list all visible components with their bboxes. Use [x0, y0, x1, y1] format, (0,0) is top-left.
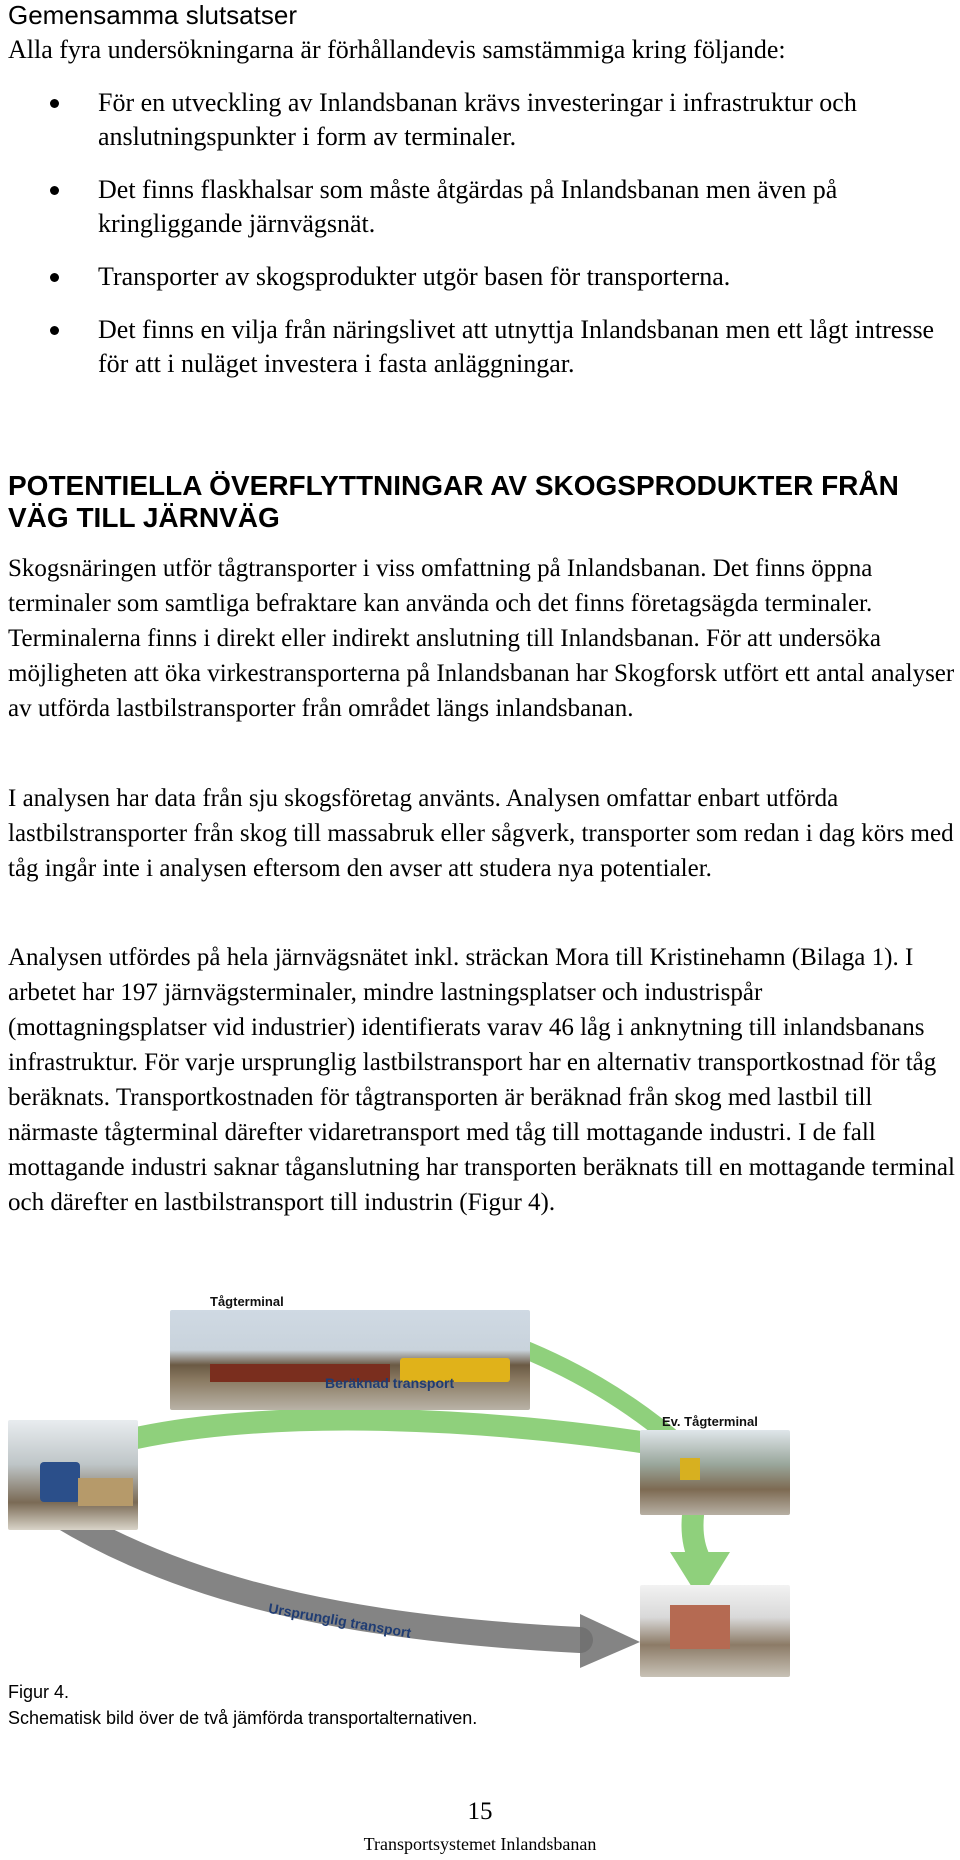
- label-calculated-transport: Beräknad transport: [325, 1375, 455, 1391]
- page-footer: Transportsystemet Inlandsbanan: [363, 1834, 597, 1854]
- page-number: 15: [467, 1798, 493, 1825]
- label-possible-train-terminal: Ev. Tågterminal: [662, 1414, 758, 1429]
- section-heading: Gemensamma slutsatser: [8, 0, 297, 30]
- label-original-transport: Ursprunglig transport: [267, 1600, 413, 1641]
- list-item-text: Det finns en vilja från näringslivet att utnyttja Inlandsbanan men ett lågt intresse för att i nuläget investera i fasta anläggningar.: [98, 315, 935, 378]
- transport-schematic-figure: [0, 1270, 960, 1680]
- truck-shape: [40, 1462, 80, 1502]
- train-terminal-photo: [170, 1310, 530, 1410]
- list-item-text: Transporter av skogsprodukter utgör basen för transporterna.: [98, 262, 731, 291]
- conclusion-list: [0, 86, 960, 400]
- list-item-text: För en utveckling av Inlandsbanan krävs investeringar i infrastruktur och anslutningspunkter i form av terminaler.: [98, 88, 857, 151]
- mill-photo: [640, 1585, 790, 1677]
- bullet-icon: [50, 273, 59, 282]
- log-pile-shape: [78, 1478, 133, 1506]
- list-item: [0, 86, 960, 154]
- list-item: [0, 173, 960, 241]
- possible-train-terminal-photo: [640, 1430, 790, 1515]
- label-train-terminal: Tågterminal: [210, 1294, 284, 1309]
- loader-shape: [680, 1458, 700, 1480]
- list-item-text: Det finns flaskhalsar som måste åtgärdas på Inlandsbanan men även på kringliggande järnvägsnät.: [98, 175, 838, 238]
- figure-caption-text: Schematisk bild över de två jämförda transportalternativen.: [8, 1708, 478, 1728]
- bullet-icon: [50, 186, 59, 195]
- timber-truck-photo: [8, 1420, 138, 1530]
- paragraph-analysis-method: Analysen utfördes på hela järnvägsnätet inkl. sträckan Mora till Kristinehamn (Bilaga 1). I arbetet har 197 järnvägsterminaler, mindre lastningsplatser och industrispår (mottagningsplatser vid industrier) identifierats varav 46 låg i anknytning till inlandsbanans infrastruktur. För varje ursprunglig lastbilstransport har en alternativ transportkostnad för tåg beräknats. Transportkostnaden för tågtransporten är beräknad från skog med lastbil till närmaste tågterminal därefter vidaretransport med tåg till mottagande industri. I de fall mottagande industri saknar tåganslutning har transporten beräknats till en mottagande terminal och därefter en lastbilstransport till industrin (Figur 4).: [8, 944, 955, 1216]
- original-transport-arrowhead: [580, 1614, 640, 1668]
- bullet-icon: [50, 326, 59, 335]
- intro-text: Alla fyra undersökningarna är förhållandevis samstämmiga kring följande:: [8, 35, 786, 64]
- bullet-icon: [50, 99, 59, 108]
- paragraph-analysis-data: I analysen har data från sju skogsföretag använts. Analysen omfattar enbart utförda lastbilstransporter från skog till massabruk eller sågverk, transporter som redan i dag körs med tåg ingår inte i analysen eftersom den avser att studera nya potentialer.: [8, 785, 954, 882]
- list-item: [0, 260, 960, 294]
- calculated-transport-arrow-1: [90, 1420, 690, 1450]
- figure-caption-title: Figur 4.: [8, 1682, 70, 1702]
- list-item: [0, 313, 960, 381]
- mill-building-shape: [670, 1605, 730, 1649]
- paragraph-terminals: Skogsnäringen utför tågtransporter i viss omfattning på Inlandsbanan. Det finns öppna terminaler som samtliga befraktare kan använda och det finns företagsägda terminaler. Terminalerna finns i direkt eller indirekt anslutning till Inlandsbanan. För att undersöka möjligheten att öka virkestransporterna på Inlandsbanan har Skogforsk utfört ett antal analyser av utförda lastbilstransporter från området längs inlandsbanan.: [8, 555, 955, 722]
- main-heading: POTENTIELLA ÖVERFLYTTNINGAR AV SKOGSPRODUKTER FRÅN VÄG TILL JÄRNVÄG: [8, 470, 899, 533]
